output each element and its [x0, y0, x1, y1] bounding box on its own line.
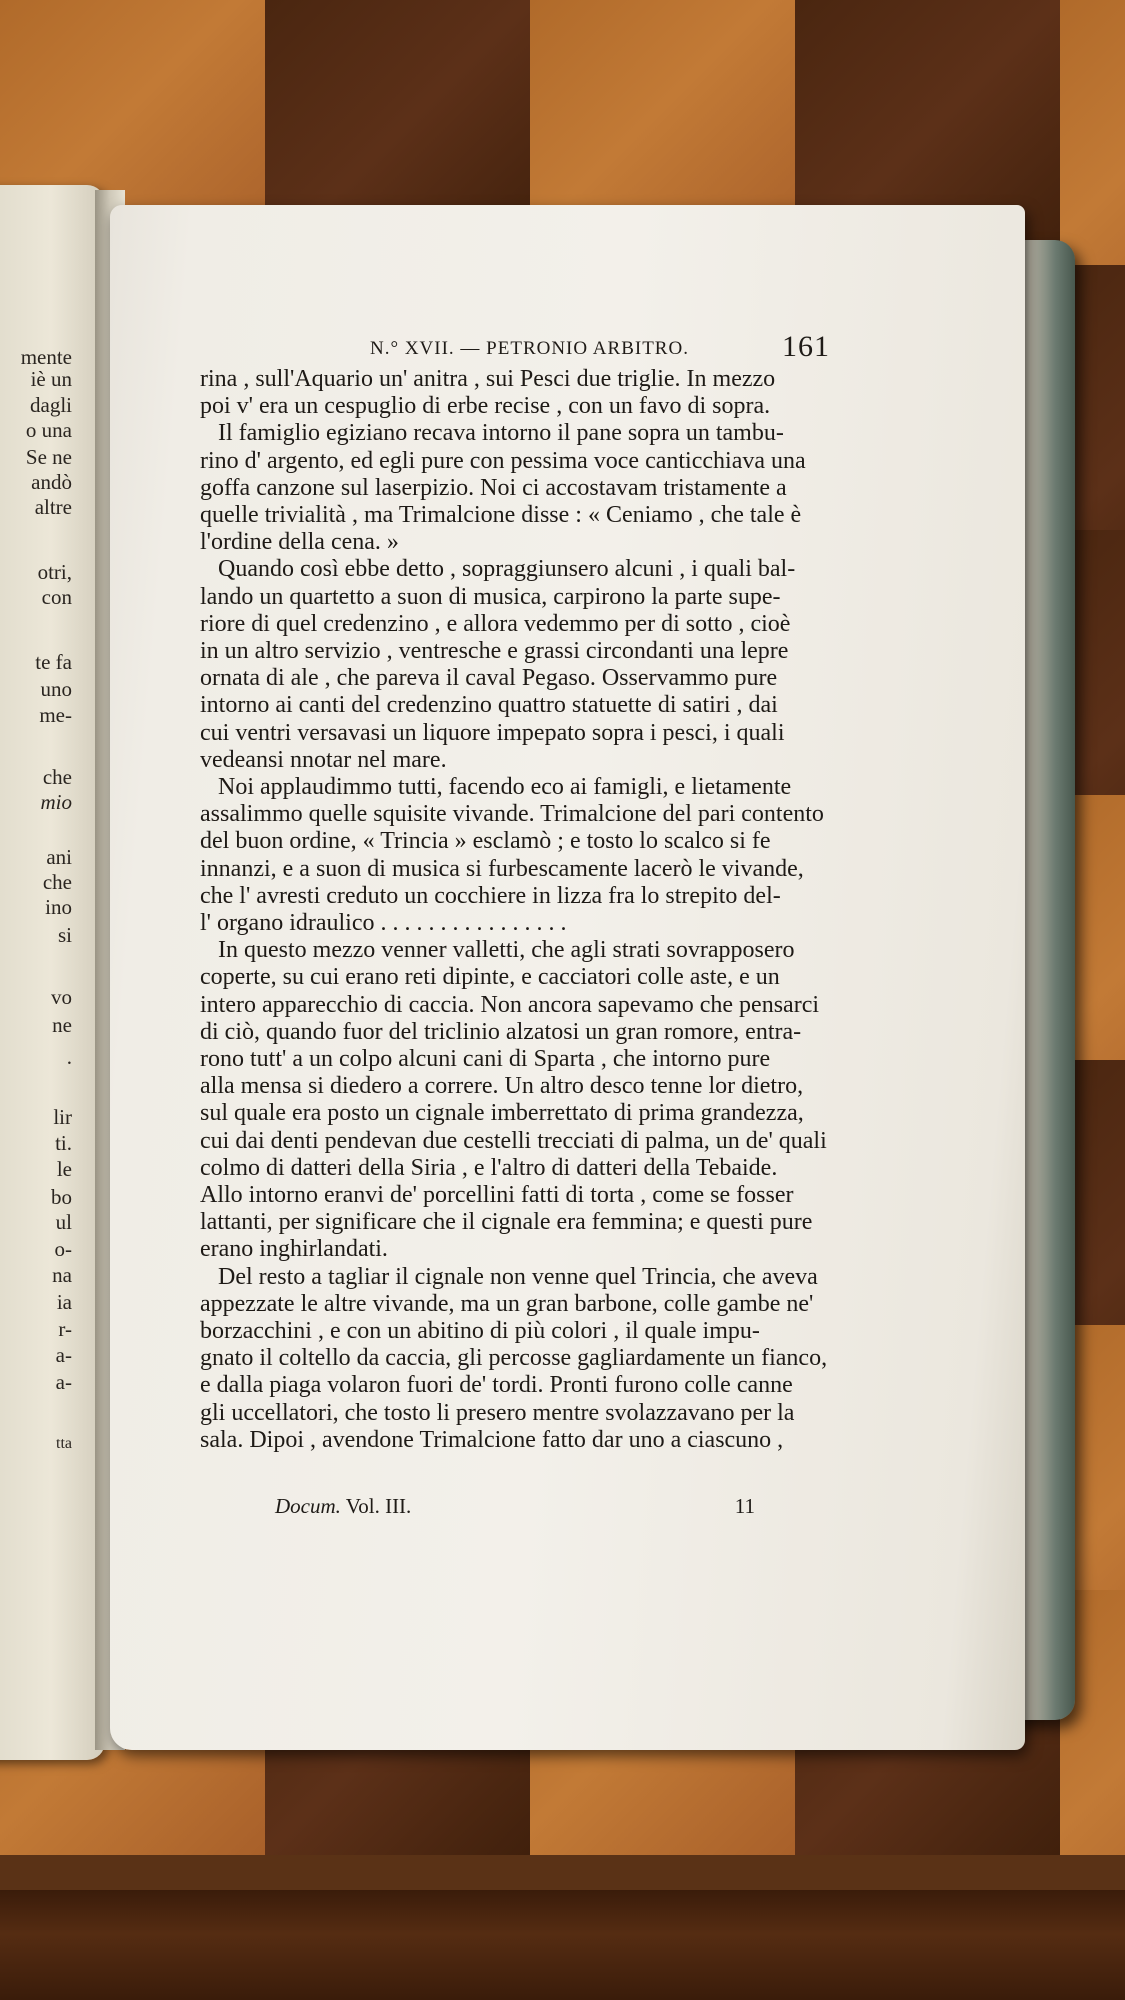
left-page-fragment: si	[57, 923, 72, 947]
text-line: che l' avresti creduto un cocchiere in lizza fra lo strepito del-	[200, 883, 781, 909]
text-line: sala. Dipoi , avendone Trimalcione fatto dar uno a ciascuno ,	[200, 1427, 784, 1453]
left-page-fragment: ti.	[55, 1131, 72, 1155]
left-page-fragment: ne	[52, 1013, 72, 1037]
left-page-fragment: me-	[39, 703, 72, 727]
left-page-fragment: andò	[31, 470, 72, 494]
text-line: l'ordine della cena. »	[200, 529, 399, 555]
text-line: rino d' argento, ed egli pure con pessima voce canticchiava una	[200, 448, 806, 474]
left-page-fragment: altre	[34, 495, 72, 519]
text-line: intorno ai canti del credenzino quattro statuette di satiri , dai	[200, 692, 778, 718]
left-page-fragment: che	[42, 765, 72, 789]
text-line: ornata di ale , che pareva il caval Pegaso. Osservammo pure	[200, 665, 778, 691]
left-page-fragment: o una	[25, 418, 72, 442]
left-page-fragment: iè un	[30, 367, 72, 391]
left-page-fragment: che	[42, 870, 72, 894]
left-page-fragment: ani	[46, 845, 72, 869]
text-line: rina , sull'Aquario un' anitra , sui Pesci due triglie. In mezzo	[200, 366, 776, 392]
left-page-fragment: vo	[51, 985, 72, 1009]
text-line: quelle trivialità , ma Trimalcione disse : « Ceniamo , che tale è	[200, 502, 802, 528]
left-page-fragment: mente	[20, 345, 72, 369]
left-page-fragment: a-	[55, 1370, 72, 1394]
text-line: rono tutt' a un colpo alcuni cani di Sparta , che intorno pure	[200, 1046, 771, 1072]
text-line: Del resto a tagliar il cignale non venne quel Trincia, che aveva	[218, 1264, 818, 1290]
text-line: alla mensa si diedero a correre. Un altro desco tenne lor dietro,	[200, 1073, 804, 1099]
text-line: sul quale era posto un cignale imberrettato di prima grandezza,	[200, 1100, 804, 1126]
text-line: gli uccellatori, che tosto li presero mentre svolazzavano per la	[200, 1400, 795, 1426]
text-line: lattanti, per significare che il cignale era femmina; e questi pure	[200, 1209, 813, 1235]
text-line: colmo di datteri della Siria , e l'altro di datteri della Tebaide.	[200, 1155, 778, 1181]
running-head-title: N.° XVII. — PETRONIO ARBITRO.	[370, 338, 689, 359]
text-line: di ciò, quando fuor del triclinio alzatosi un gran romore, entra-	[200, 1019, 802, 1045]
text-line: goffa canzone sul laserpizio. Noi ci accostavam tristamente a	[200, 475, 787, 501]
page-number: 161	[782, 330, 830, 363]
left-page-fragment: tta	[56, 1435, 72, 1452]
left-page-fragment: a-	[55, 1343, 72, 1367]
footer-sheet-number: 11	[734, 1494, 755, 1518]
text-line: coperte, su cui erano reti dipinte, e cacciatori colle aste, e un	[200, 964, 780, 990]
board-frame	[0, 1890, 1125, 2000]
text-line: poi v' era un cespuglio di erbe recise , con un favo di sopra.	[200, 393, 771, 419]
text-line: assalimmo quelle squisite vivande. Trimalcione del pari contento	[200, 801, 824, 827]
footer-signature-abbrev: Docum.	[275, 1494, 341, 1518]
text-line: cui dai denti pendevan due cestelli trecciati di palma, un de' quali	[200, 1128, 827, 1154]
left-page-fragment: uno	[40, 677, 72, 701]
board-square	[1060, 0, 1125, 265]
text-line: l' organo idraulico . . . . . . . . . . . . . . . .	[200, 910, 567, 936]
left-page-fragment: na	[52, 1263, 72, 1287]
left-page-fragment: .	[66, 1045, 72, 1069]
left-page-fragment: lir	[53, 1105, 72, 1129]
left-page-fragment: otri,	[37, 560, 72, 584]
text-line: Quando così ebbe detto , sopraggiunsero alcuni , i quali bal-	[218, 556, 796, 582]
page-footer	[275, 1494, 755, 1524]
text-line: In questo mezzo venner valletti, che agli strati sovrapposero	[218, 937, 795, 963]
text-line: in un altro servizio , ventresche e grassi circondanti una lepre	[200, 638, 789, 664]
left-page-fragment: dagli	[30, 393, 72, 417]
running-header	[370, 330, 830, 366]
text-line: del buon ordine, « Trincia » esclamò ; e tosto lo scalco si fe	[200, 828, 771, 854]
left-page-fragment: Se ne	[25, 445, 72, 469]
footer-signature	[275, 1494, 411, 1519]
text-line: vedeansi nnotar nel mare.	[200, 747, 447, 773]
text-line: Il famiglio egiziano recava intorno il pane sopra un tambu-	[218, 420, 784, 446]
left-page-fragment: ino	[45, 895, 72, 919]
text-line: lando un quartetto a suon di musica, carpirono la parte supe-	[200, 584, 781, 610]
left-page-fragment: le	[56, 1157, 72, 1181]
left-page-fragment: te fa	[35, 650, 72, 674]
text-line: erano inghirlandati.	[200, 1236, 388, 1262]
left-page-fragment: bo	[51, 1185, 72, 1209]
text-line: Noi applaudimmo tutti, facendo eco ai famigli, e lietamente	[218, 774, 792, 800]
left-page-fragment: ul	[55, 1210, 72, 1234]
text-line: intero apparecchio di caccia. Non ancora sapevamo che pensarci	[200, 992, 820, 1018]
text-line: borzacchini , e con un abitino di più colori , il quale impu-	[200, 1318, 760, 1344]
left-page-fragment: r-	[58, 1317, 72, 1341]
text-line: appezzate le altre vivande, ma un gran barbone, colle gambe ne'	[200, 1291, 814, 1317]
text-line: gnato il coltello da caccia, gli percosse gagliardamente un fianco,	[200, 1345, 828, 1371]
footer-signature-volume: Vol. III.	[340, 1494, 412, 1518]
text-line: Allo intorno eranvi de' porcellini fatti di torta , come se fosser	[200, 1182, 794, 1208]
left-page	[0, 185, 105, 1760]
text-line: cui ventri versavasi un liquore impepato sopra i pesci, i quali	[200, 720, 785, 746]
left-page-fragment: mio	[40, 790, 72, 814]
text-line: riore di quel credenzino , e allora vedemmo per di sotto , cioè	[200, 611, 791, 637]
left-page-fragment: o-	[54, 1237, 72, 1261]
left-page-fragment: con	[41, 585, 72, 609]
text-line: e dalla piaga volaron fuori de' tordi. Pronti furono colle canne	[200, 1372, 793, 1398]
text-line: innanzi, e a suon di musica si furbescamente lacerò le vivande,	[200, 856, 804, 882]
left-page-fragment: ia	[56, 1290, 72, 1314]
